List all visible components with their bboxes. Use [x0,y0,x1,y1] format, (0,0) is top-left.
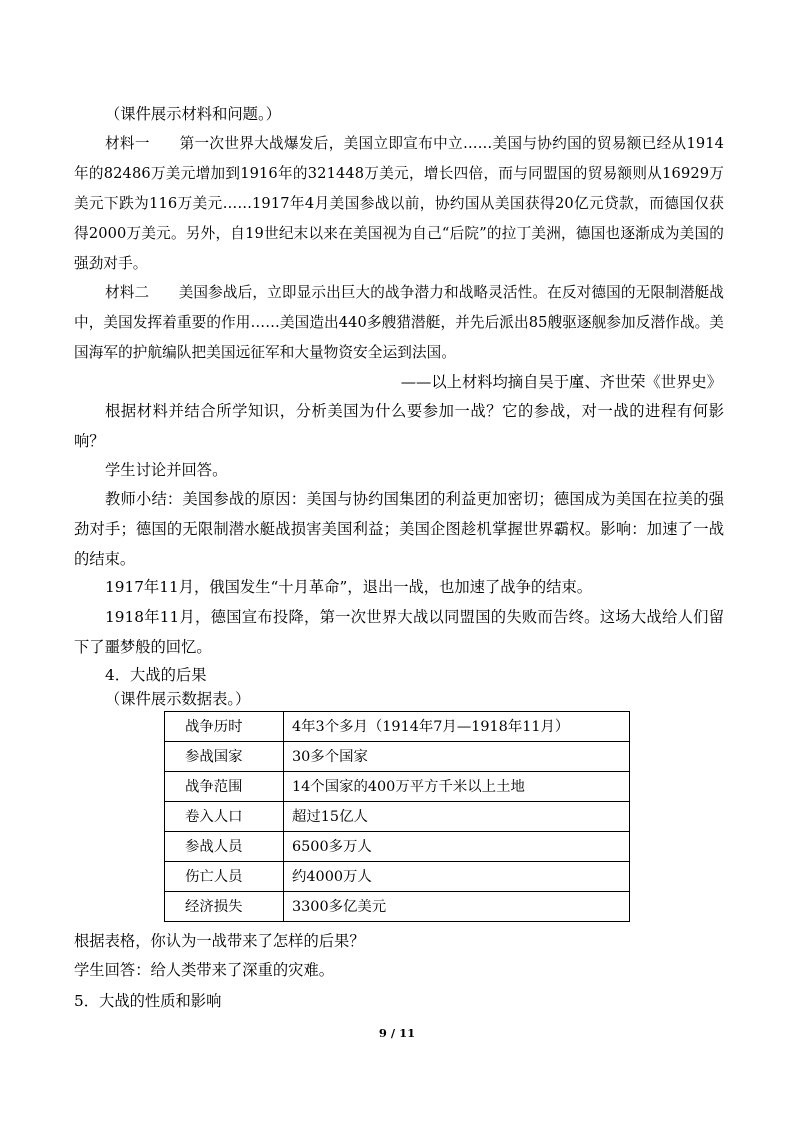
table-row [165,832,630,862]
paragraph-1918: 1918年11月，德国宣布投降，第一次世界大战以同盟国的失败而告终。这场大战给人们留下了噩梦般的回忆。 [74,608,724,656]
table-value: 30多个国家 [284,742,630,772]
table-value: 约4000万人 [284,862,630,892]
table-key: 经济损失 [165,892,284,922]
table-value: 超过15亿人 [284,802,630,832]
page-number: 9 / 11 [378,1026,416,1040]
table-row [165,772,630,802]
table-row [165,892,630,922]
summary-paragraph: 教师小结：美国参战的原因：美国与协约国集团的利益更加密切；德国成为美国在拉美的强劲对手；德国的无限制潜水艇战损害美国利益；美国企图趁机掌握世界霸权。影响：加速了一战的结束。 [74,490,724,568]
table-intro: （课件展示数据表。） [105,690,251,708]
table-value: 3300多亿美元 [284,892,630,922]
table-value: 4年3个多月（1914年7月—1918年11月） [284,712,630,742]
table-key: 战争历时 [165,712,284,742]
intro-paragraph: （课件展示材料和问题。） [105,105,281,123]
student-answer: 学生回答：给人类带来了深重的灾难。 [74,961,335,979]
source-citation: ——以上材料均摘自吴于廑、齐世荣《世界史》 [400,373,722,391]
table-key: 参战国家 [165,742,284,772]
section-heading-4: 4．大战的后果 [105,666,207,684]
table-key: 参战人员 [165,832,284,862]
table-row [165,742,630,772]
section-heading-5: 5．大战的性质和影响 [74,992,222,1010]
table-row [165,862,630,892]
war-data-table [164,711,630,922]
table-question: 根据表格，你认为一战带来了怎样的后果？ [74,932,365,950]
question-paragraph: 根据材料并结合所学知识，分析美国为什么要参加一战？它的参战，对一战的进程有何影响？ [74,402,724,450]
discussion-paragraph: 学生讨论并回答。 [105,461,228,479]
material-two-paragraph: 材料二 美国参战后，立即显示出巨大的战争潜力和战略灵活性。在反对德国的无限制潜艇战中，美国发挥着重要的作用……美国造出440多艘猎潜艇，并先后派出85艘驱逐舰参加反潜作战。美国海军的护航编队把美国远征军和大量物资安全运到法国。 [74,284,724,361]
table-row [165,802,630,832]
table-key: 伤亡人员 [165,862,284,892]
table-key: 战争范围 [165,772,284,802]
table-key: 卷入人口 [165,802,284,832]
table-value: 14个国家的400万平方千米以上土地 [284,772,630,802]
table-value: 6500多万人 [284,832,630,862]
table-row [165,712,630,742]
material-one-paragraph: 材料一 第一次世界大战爆发后，美国立即宣布中立……美国与协约国的贸易额已经从1914年的82486万美元增加到1916年的321448万美元，增长四倍，而与同盟国的贸易额则从16929万美元下跌为116万美元……1917年4月美国参战以前，协约国从美国获得20亿元贷款，而德国仅获得2000万美元。另外，自19世纪末以来在美国视为自己“后院”的拉丁美洲，德国也逐渐成为美国的强劲对手。 [74,135,724,272]
paragraph-1917: 1917年11月，俄国发生“十月革命”，退出一战，也加速了战争的结束。 [105,578,593,596]
